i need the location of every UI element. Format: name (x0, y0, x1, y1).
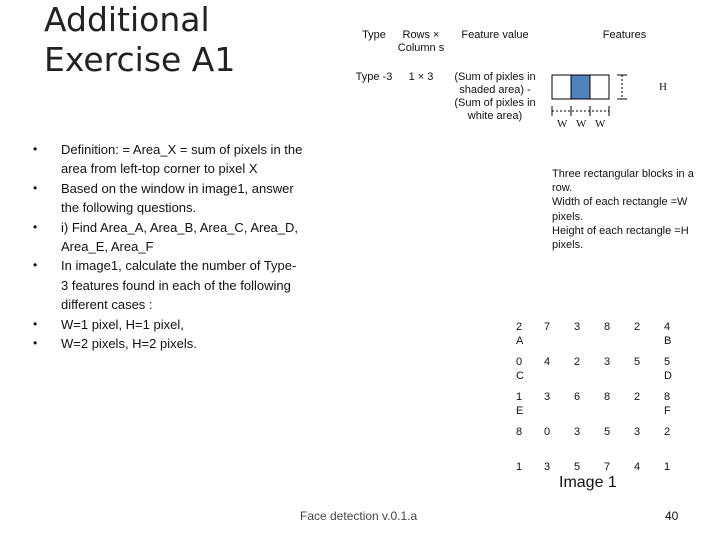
image1-cell: 0 C (516, 356, 524, 382)
cell-feature-value: (Sum of pixles in shaded area) - (Sum of pixles in white area) (454, 71, 536, 122)
shaded-block-middle (571, 75, 590, 99)
image1-cell: 8 (604, 321, 611, 333)
image1-cell: 4 (634, 461, 641, 473)
image1-cell: 8 F (664, 391, 671, 417)
image1-cell: 8 (604, 391, 611, 403)
type3-feature-diagram (545, 71, 685, 141)
image1-row (514, 353, 692, 388)
image1-cell: 1 (664, 461, 671, 473)
image1-cell: 2 (574, 356, 581, 368)
header-features: Features (602, 29, 647, 41)
bullet-item: • Definition: = Area_X = sum of pixels in the area from left-top corner to pixel X (28, 140, 303, 179)
width-label: W (557, 118, 568, 130)
header-rows-cols: Rows × Column s (397, 29, 445, 54)
image1-cell: 2 (634, 321, 641, 333)
cell-rows-cols: 1 × 3 (408, 71, 434, 83)
page-number: 40 (665, 509, 679, 523)
image1-cell: 3 (544, 461, 551, 473)
description-line: Three rectangular blocks in a row. (552, 168, 694, 195)
image1-cell: 3 (574, 426, 581, 438)
image1-row (514, 388, 692, 423)
image1-cell: 2 A (516, 321, 524, 347)
bullet-list (28, 140, 303, 353)
image1-cell: 3 (604, 356, 611, 368)
header-type: Type (362, 29, 386, 41)
image1-cell: 7 (544, 321, 551, 333)
slide-title-line-1: Additional (44, 0, 210, 39)
image1-row (514, 423, 692, 458)
image1-cell: 5 (604, 426, 611, 438)
feature-description (552, 167, 717, 252)
image1-cell: 2 (634, 391, 641, 403)
bullet-item: • i) Find Area_A, Area_B, Area_C, Area_D, Area_E, Area_F (28, 218, 303, 257)
image1-cell: 5 (574, 461, 581, 473)
image1-caption: Image 1 (559, 474, 617, 491)
image1-cell: 0 (544, 426, 551, 438)
header-feature-value: Feature value (461, 29, 529, 41)
image1-cell: 1 E (516, 391, 524, 417)
footer-text: Face detection v.0.1.a (300, 509, 418, 523)
description-line: Height of each rectangle =H pixels. (552, 224, 689, 252)
image1-cell: 6 (574, 391, 581, 403)
bullet-item: • W=2 pixels, H=2 pixels. (28, 334, 303, 353)
image1-cell: 3 (574, 321, 581, 333)
image1-pixel-grid (514, 318, 692, 493)
image1-cell: 1 (516, 461, 523, 473)
white-block-left (552, 75, 571, 99)
image1-cell: 3 (634, 426, 641, 438)
bullet-item: • W=1 pixel, H=1 pixel, (28, 315, 303, 334)
width-label: W (576, 118, 587, 130)
cell-type: Type -3 (355, 71, 393, 83)
image1-cell: 8 (516, 426, 523, 438)
image1-row (514, 318, 692, 353)
white-block-right (590, 75, 609, 99)
feature-table-header-row (353, 27, 706, 69)
image1-cell: 5 (634, 356, 641, 368)
image1-cell: 7 (604, 461, 611, 473)
bullet-item: • Based on the window in image1, answer the following questions. (28, 179, 303, 218)
description-line: Width of each rectangle =W pixels. (552, 196, 688, 223)
image1-cell: 5 D (664, 356, 672, 382)
bullet-item: • In image1, calculate the number of Type-3 features found in each of the following different cases : (28, 256, 303, 314)
image1-cell: 4 B (664, 321, 672, 347)
slide-title-line-2: Exercise A1 (44, 40, 236, 79)
slide-title (44, 0, 304, 80)
width-label: W (595, 118, 606, 130)
image1-cell: 4 (544, 356, 551, 368)
image1-cell: 2 (664, 426, 671, 438)
height-label: H (659, 81, 667, 93)
image1-cell: 3 (544, 391, 551, 403)
